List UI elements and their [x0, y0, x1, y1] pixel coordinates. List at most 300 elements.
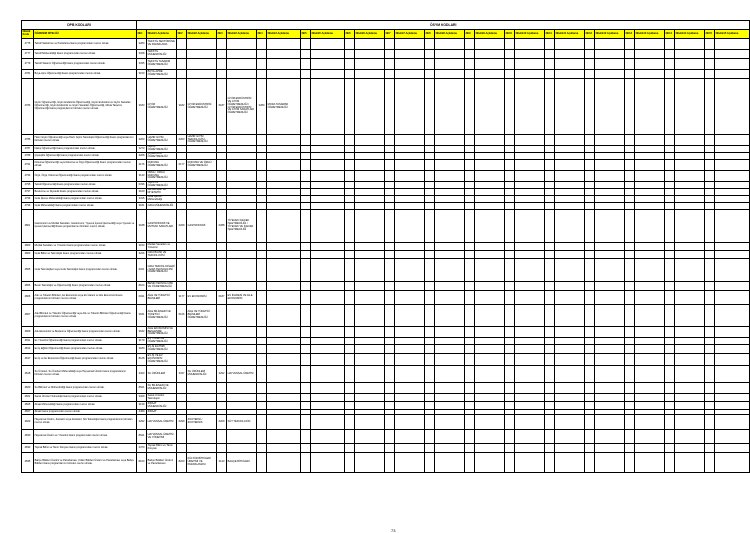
nit-code-cell: [257, 135, 267, 146]
nit-code-cell: [465, 430, 475, 444]
nit-description-cell: [555, 453, 585, 473]
nit-description-cell: [635, 402, 665, 410]
nit-code-cell: 6288: [217, 210, 227, 243]
nit-code-cell: [385, 345, 395, 354]
nit-description-cell: [715, 146, 750, 153]
nit-description-cell: [715, 160, 750, 171]
nit-code-cell: [465, 259, 475, 282]
nit-description-cell: [475, 345, 505, 354]
nit-description-cell: [435, 383, 465, 394]
nit-description-cell: [355, 282, 385, 291]
nit-code-cell: [385, 444, 395, 453]
nit-description-cell: [635, 345, 665, 354]
nit-code-cell: [705, 153, 715, 160]
nit-code-cell: [301, 453, 311, 473]
nit-description-cell: [435, 189, 465, 196]
nit-description-cell: [475, 160, 505, 171]
nit-code-cell: [625, 354, 635, 366]
nit-code-cell: 3176: [137, 160, 147, 171]
nit-code-cell: [465, 210, 475, 243]
nit-description-cell: [475, 282, 505, 291]
nit-description-cell: [515, 243, 545, 251]
nit-code-cell: [705, 243, 715, 251]
ogrenim-niteligi-cell: Su Ürünleri, Su Ürünleri Mühendisliği veya Hayvansal Üretim lisans programlarının birinden mezun olmak.: [34, 366, 137, 383]
nitelik-code-cell: 4801: [22, 210, 34, 243]
spreadsheet-page: [21, 20, 739, 533]
nit-code-cell: [217, 383, 227, 394]
nit-description-cell: SU ÜRÜNLERİ: [147, 366, 177, 383]
nit-description-cell: [311, 394, 345, 402]
nit-description-cell: [311, 189, 345, 196]
ogrenim-niteligi-cell: Hayvansal Üretim ve Yönetimi lisans programından mezun olmak.: [34, 430, 137, 444]
nit-code-cell: [665, 338, 675, 345]
nit-description-cell: [355, 259, 385, 282]
nit-description-cell: [635, 415, 665, 430]
nit-description-cell: [187, 182, 217, 189]
header-cell: Nit5: [301, 30, 311, 39]
nit-description-cell: DOKUMA ÖĞRETMENLİĞİ: [147, 160, 177, 171]
nit-code-cell: [301, 210, 311, 243]
nit-description-cell: [595, 394, 625, 402]
nit-description-cell: [267, 394, 301, 402]
nit-code-cell: [301, 394, 311, 402]
nit-code-cell: [345, 305, 355, 327]
nit-code-cell: [505, 383, 515, 394]
nit-description-cell: [267, 282, 301, 291]
nit-code-cell: [505, 196, 515, 203]
table-row: [22, 50, 750, 59]
nit-code-cell: [385, 251, 395, 259]
nit-description-cell: [395, 79, 425, 135]
nit-code-cell: [301, 153, 311, 160]
nit-code-cell: [257, 196, 267, 203]
nit-description-cell: [635, 196, 665, 203]
page-number: 73: [391, 528, 396, 533]
table-row: [22, 70, 750, 79]
nit-code-cell: [217, 135, 227, 146]
nit-code-cell: [625, 394, 635, 402]
nit-description-cell: [475, 394, 505, 402]
nit-code-cell: 3315: [137, 196, 147, 203]
nit-code-cell: [301, 203, 311, 210]
nit-description-cell: [555, 415, 585, 430]
nit-code-cell: [665, 430, 675, 444]
table-row: [22, 415, 750, 430]
nit-description-cell: [515, 70, 545, 79]
nit-code-cell: [385, 146, 395, 153]
nit-code-cell: 6041: [137, 291, 147, 305]
nit-description-cell: [675, 196, 705, 203]
nit-description-cell: [635, 146, 665, 153]
nit-description-cell: [635, 210, 665, 243]
nit-description-cell: [311, 153, 345, 160]
nit-code-cell: [301, 345, 311, 354]
nitelik-code-cell: 4803: [22, 243, 34, 251]
nit-code-cell: [217, 189, 227, 196]
nit-code-cell: [585, 79, 595, 135]
nit-description-cell: [675, 243, 705, 251]
nit-code-cell: [301, 243, 311, 251]
nit-description-cell: EV-İŞ VE EV EKONOMİSİ ÖĞRETMENLİĞİ: [147, 354, 177, 366]
nit-description-cell: [227, 394, 257, 402]
nit-code-cell: [425, 39, 435, 50]
nit-description-cell: [715, 203, 750, 210]
nit-code-cell: [177, 50, 187, 59]
nit-code-cell: [545, 135, 555, 146]
nit-code-cell: [545, 146, 555, 153]
nit-description-cell: [435, 366, 465, 383]
nit-description-cell: [715, 383, 750, 394]
nit-code-cell: [665, 291, 675, 305]
nit-code-cell: [665, 444, 675, 453]
header-cell: Nitelik5 Açıklama: [311, 30, 345, 39]
nit-code-cell: [545, 327, 555, 338]
nit-code-cell: [385, 153, 395, 160]
nit-description-cell: [515, 366, 545, 383]
nit-description-cell: [555, 251, 585, 259]
nit-description-cell: [715, 291, 750, 305]
nit-code-cell: [345, 327, 355, 338]
nit-description-cell: [515, 430, 545, 444]
nit-code-cell: [465, 135, 475, 146]
nit-description-cell: [475, 39, 505, 50]
nit-description-cell: YİYECEK İÇECEK İŞLETMECİLİĞİ / YİYECEK VE İÇECEK İŞLETMECİLİĞİ: [227, 210, 257, 243]
nit-description-cell: [311, 402, 345, 410]
nit-code-cell: [545, 39, 555, 50]
nit-description-cell: ÇİÇEKÇİLİK ÖĞRETMENLİĞİ: [147, 153, 177, 160]
nit-description-cell: [267, 70, 301, 79]
nit-description-cell: [227, 171, 257, 182]
nit-code-cell: [301, 305, 311, 327]
nit-code-cell: [465, 354, 475, 366]
nit-code-cell: [257, 345, 267, 354]
nit-code-cell: [585, 291, 595, 305]
nit-code-cell: [505, 251, 515, 259]
nit-description-cell: [675, 203, 705, 210]
nit-code-cell: [301, 146, 311, 153]
nit-description-cell: [475, 70, 505, 79]
nit-code-cell: [345, 50, 355, 59]
nit-description-cell: [515, 196, 545, 203]
nit-code-cell: [505, 50, 515, 59]
nitelik-code-cell: 4827: [22, 410, 34, 415]
nit-description-cell: [227, 402, 257, 410]
nit-code-cell: [257, 415, 267, 430]
table-row: [22, 196, 750, 203]
nit-description-cell: [355, 203, 385, 210]
nit-code-cell: 3328: [137, 50, 147, 59]
nit-code-cell: [505, 182, 515, 189]
nit-description-cell: [227, 338, 257, 345]
nit-code-cell: [705, 394, 715, 402]
nit-code-cell: [625, 402, 635, 410]
nit-description-cell: EV YÖNETİMİ ÖĞRETMENLİĞİ: [147, 338, 177, 345]
ogrenim-niteligi-cell: Dokuma Öğretmenliği veya Dokuma ve Örgü Öğretmenliği lisans programından mezun olmak.: [34, 160, 137, 171]
nit-description-cell: [555, 135, 585, 146]
nit-code-cell: [545, 259, 555, 282]
header-cell: Nit9: [465, 30, 475, 39]
nit-code-cell: [425, 79, 435, 135]
nit-code-cell: [465, 182, 475, 189]
nit-description-cell: [715, 182, 750, 189]
nit-code-cell: [465, 146, 475, 153]
nit-code-cell: [425, 282, 435, 291]
nit-description-cell: [395, 39, 425, 50]
nit-code-cell: 8104: [137, 282, 147, 291]
nit-code-cell: 3182: [177, 79, 187, 135]
nit-code-cell: [545, 171, 555, 182]
nit-code-cell: [585, 251, 595, 259]
nit-description-cell: GİYİM ENDÜSTRİSİ ÖĞRETMENLİĞİ: [187, 79, 217, 135]
nit-code-cell: [705, 402, 715, 410]
table-row: [22, 160, 750, 171]
nit-code-cell: [585, 345, 595, 354]
nitelik-code-cell: 4805: [22, 259, 34, 282]
nit-code-cell: [545, 79, 555, 135]
nit-description-cell: [355, 243, 385, 251]
nit-description-cell: EV İDARESİ VE AİLE EKONOMİSİ: [227, 291, 257, 305]
ogrenim-niteligi-cell: Mutfak Sanatları ve Yönetimi lisans programından mezun olmak.: [34, 243, 137, 251]
nit-code-cell: [545, 430, 555, 444]
nit-description-cell: [435, 39, 465, 50]
nit-code-cell: [385, 79, 395, 135]
nit-code-cell: [385, 171, 395, 182]
header-cell: Nit11: [545, 30, 555, 39]
nit-code-cell: [705, 345, 715, 354]
nit-code-cell: [425, 394, 435, 402]
nit-code-cell: [257, 394, 267, 402]
nit-description-cell: [187, 444, 217, 453]
nit-code-cell: 3150: [137, 70, 147, 79]
nit-description-cell: [267, 135, 301, 146]
nit-code-cell: [665, 383, 675, 394]
nit-description-cell: [435, 430, 465, 444]
nit-description-cell: [675, 305, 705, 327]
nit-code-cell: [301, 160, 311, 171]
nit-description-cell: [675, 39, 705, 50]
nit-code-cell: 8220: [177, 453, 187, 473]
nit-code-cell: [425, 196, 435, 203]
nit-description-cell: [515, 50, 545, 59]
header-cell: Nit10: [505, 30, 515, 39]
nit-code-cell: [345, 453, 355, 473]
nit-description-cell: [555, 196, 585, 203]
nit-code-cell: [425, 305, 435, 327]
nit-description-cell: [227, 430, 257, 444]
nit-code-cell: [345, 291, 355, 305]
nit-description-cell: [227, 444, 257, 453]
nit-description-cell: [475, 203, 505, 210]
nit-description-cell: [555, 282, 585, 291]
nit-code-cell: 4370: [137, 444, 147, 453]
nit-description-cell: [515, 402, 545, 410]
nit-description-cell: [435, 196, 465, 203]
table-row: [22, 305, 750, 327]
nit-code-cell: [665, 39, 675, 50]
nit-description-cell: [355, 135, 385, 146]
nit-code-cell: [705, 366, 715, 383]
nit-code-cell: 3181: [137, 203, 147, 210]
nit-description-cell: [227, 153, 257, 160]
nit-code-cell: [177, 430, 187, 444]
nit-description-cell: [355, 366, 385, 383]
nit-description-cell: [475, 259, 505, 282]
nit-description-cell: [311, 203, 345, 210]
nit-code-cell: [217, 153, 227, 160]
nit-description-cell: ZOOTEKNİ / ZOOTEKNİK: [187, 415, 217, 430]
nit-description-cell: [355, 430, 385, 444]
nit-description-cell: [675, 135, 705, 146]
nit-code-cell: [257, 171, 267, 182]
ogrenim-niteligi-cell: Aile Bilimleri ve Tüketim Öğretmenliği veya Aile ve Tüketici Bilimleri Öğretmenliği lisans programlarının birinden mezun olmak.: [34, 305, 137, 327]
nit-code-cell: [665, 79, 675, 135]
nit-code-cell: [465, 291, 475, 305]
nit-description-cell: [595, 366, 625, 383]
nit-description-cell: [675, 345, 705, 354]
nit-code-cell: [505, 430, 515, 444]
ogrenim-niteligi-cell: Örgü, Örgü, Dokuma Öğretmenliği lisans programından mezun olmak.: [34, 171, 137, 182]
nit-code-cell: [345, 160, 355, 171]
nit-description-cell: ZİRAAT: [147, 410, 177, 415]
nitelik-code-cell: 4785: [22, 135, 34, 146]
nit-code-cell: [625, 291, 635, 305]
nit-description-cell: [635, 182, 665, 189]
nit-code-cell: [345, 366, 355, 383]
nit-description-cell: [675, 153, 705, 160]
nit-code-cell: [665, 394, 675, 402]
nit-code-cell: [505, 146, 515, 153]
nit-description-cell: [555, 146, 585, 153]
nit-description-cell: [675, 327, 705, 338]
nit-code-cell: 3226: [137, 251, 147, 259]
nit-description-cell: EV-İŞ EĞİTİMİ ÖĞRETMENLİĞİ: [147, 345, 177, 354]
nit-description-cell: [311, 444, 345, 453]
nit-description-cell: [595, 70, 625, 79]
nit-description-cell: [435, 305, 465, 327]
nit-code-cell: [217, 402, 227, 410]
nit-code-cell: [217, 70, 227, 79]
table-row: [22, 345, 750, 354]
nit-description-cell: [595, 59, 625, 70]
nit-code-cell: [425, 210, 435, 243]
nit-code-cell: [301, 282, 311, 291]
nit-code-cell: [545, 153, 555, 160]
nit-code-cell: [177, 182, 187, 189]
nit-code-cell: [465, 243, 475, 251]
nit-code-cell: [665, 146, 675, 153]
nit-code-cell: [705, 79, 715, 135]
nit-code-cell: [585, 243, 595, 251]
nit-description-cell: [267, 153, 301, 160]
nit-code-cell: [625, 196, 635, 203]
nit-description-cell: [595, 291, 625, 305]
nit-code-cell: [425, 243, 435, 251]
nit-code-cell: [705, 327, 715, 338]
nit-code-cell: [301, 430, 311, 444]
table-row: [22, 291, 750, 305]
nit-description-cell: [555, 160, 585, 171]
nit-code-cell: [625, 327, 635, 338]
nit-code-cell: [625, 189, 635, 196]
header-cell: Nit7: [385, 30, 395, 39]
nit-description-cell: [227, 135, 257, 146]
nit-code-cell: [505, 210, 515, 243]
nit-description-cell: [435, 70, 465, 79]
nit-code-cell: [217, 59, 227, 70]
nit-description-cell: [555, 182, 585, 189]
table-row: [22, 39, 750, 50]
table-row: [22, 453, 750, 473]
nit-code-cell: [465, 305, 475, 327]
nit-code-cell: [385, 366, 395, 383]
nitelik-table: [21, 20, 750, 473]
table-row: [22, 171, 750, 182]
nit-code-cell: [257, 182, 267, 189]
nit-code-cell: [301, 251, 311, 259]
nitelik-code-cell: 4799: [22, 196, 34, 203]
nit-code-cell: [301, 366, 311, 383]
ogrenim-niteligi-cell: Gıda İşleme Mühendisliği lisans programından mezun olmak.: [34, 196, 137, 203]
nit-description-cell: [515, 291, 545, 305]
nit-description-cell: GASTRONOMİ: [187, 210, 217, 243]
nit-code-cell: [625, 345, 635, 354]
nit-description-cell: [555, 345, 585, 354]
nit-code-cell: [301, 327, 311, 338]
nit-description-cell: [595, 327, 625, 338]
nit-code-cell: [177, 394, 187, 402]
nit-description-cell: AİLE BİLİMLERİ VE TÜKETİCİ ÖĞRETMENLİĞİ: [147, 305, 177, 327]
nit-code-cell: [465, 59, 475, 70]
nit-code-cell: [665, 153, 675, 160]
nit-code-cell: [425, 203, 435, 210]
ogrenim-niteligi-cell: Ev-İş ve Ev Ekonomisi Öğretmenliği lisans programından mezun olmak.: [34, 354, 137, 366]
header-cell: Nitelik8 Açıklama: [435, 30, 465, 39]
nit-code-cell: [385, 291, 395, 305]
table-row: [22, 79, 750, 135]
nit-description-cell: [311, 366, 345, 383]
nit-description-cell: [515, 171, 545, 182]
nit-description-cell: [515, 182, 545, 189]
nit-code-cell: [545, 59, 555, 70]
nit-description-cell: [515, 79, 545, 135]
nit-description-cell: [187, 259, 217, 282]
nit-description-cell: [267, 196, 301, 203]
table-row: [22, 189, 750, 196]
nit-code-cell: [301, 402, 311, 410]
nit-description-cell: [187, 327, 217, 338]
table-row: [22, 135, 750, 146]
nit-description-cell: [595, 402, 625, 410]
nit-description-cell: [635, 394, 665, 402]
nit-code-cell: [505, 453, 515, 473]
nit-code-cell: [625, 444, 635, 453]
nit-description-cell: [555, 171, 585, 182]
nit-code-cell: [585, 70, 595, 79]
nit-code-cell: [217, 305, 227, 327]
dpb-title: DPB KODLARI: [22, 21, 137, 30]
nit-code-cell: [705, 338, 715, 345]
nit-description-cell: [595, 453, 625, 473]
ogrenim-niteligi-cell: Tekstil Mühendisliği lisans programından mezun olmak.: [34, 50, 137, 59]
nit-description-cell: [435, 210, 465, 243]
nit-description-cell: [595, 259, 625, 282]
nit-description-cell: [515, 251, 545, 259]
nit-description-cell: [311, 146, 345, 153]
nit-code-cell: [585, 39, 595, 50]
nit-description-cell: [355, 210, 385, 243]
nit-description-cell: [227, 50, 257, 59]
nit-code-cell: [625, 70, 635, 79]
